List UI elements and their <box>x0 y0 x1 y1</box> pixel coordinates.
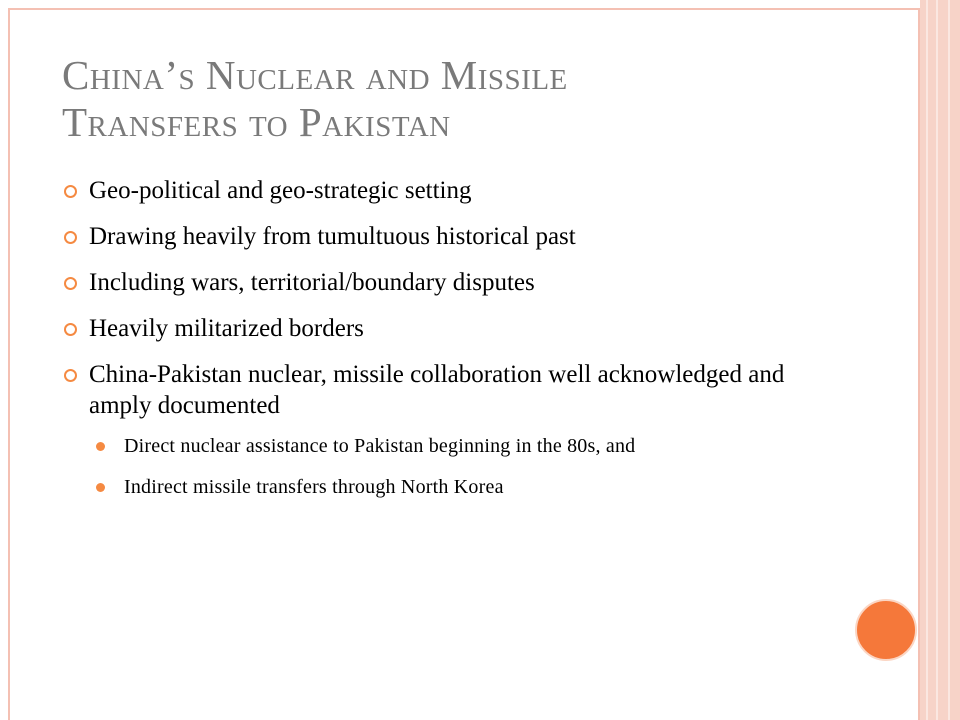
bullet-text: Drawing heavily from tumultuous historical past <box>89 223 576 250</box>
bullet-dot-icon <box>96 442 105 451</box>
bullet-item <box>64 313 824 344</box>
title-line-2: Transfers to Pakistan <box>62 99 451 145</box>
slide-title <box>62 52 822 146</box>
bullet-text: China-Pakistan nuclear, missile collaboration well acknowledged and amply documented <box>89 361 785 419</box>
bullet-ring-icon <box>64 185 77 198</box>
bullet-ring-icon <box>64 323 77 336</box>
bullet-text: Including wars, territorial/boundary disputes <box>89 269 535 296</box>
bullet-dot-icon <box>96 483 105 492</box>
bullet-ring-icon <box>64 369 77 382</box>
subbullet-list <box>94 433 824 501</box>
title-line-1: China’s Nuclear and Missile <box>62 52 568 98</box>
decorative-side-band <box>920 0 960 720</box>
decorative-orange-circle-icon <box>855 599 917 661</box>
bullet-ring-icon <box>64 277 77 290</box>
bullet-item <box>64 221 824 252</box>
bullet-list <box>64 175 824 515</box>
subbullet-item <box>94 474 824 501</box>
bullet-ring-icon <box>64 231 77 244</box>
bullet-item <box>64 175 824 206</box>
subbullet-text: Indirect missile transfers through North Korea <box>124 476 504 498</box>
subbullet-item <box>94 433 774 460</box>
bullet-item <box>64 359 789 421</box>
bullet-text: Heavily militarized borders <box>89 315 364 342</box>
subbullet-text: Direct nuclear assistance to Pakistan beginning in the 80s, and <box>124 435 636 457</box>
bullet-text: Geo-political and geo-strategic setting <box>89 177 472 204</box>
bullet-item <box>64 267 824 298</box>
